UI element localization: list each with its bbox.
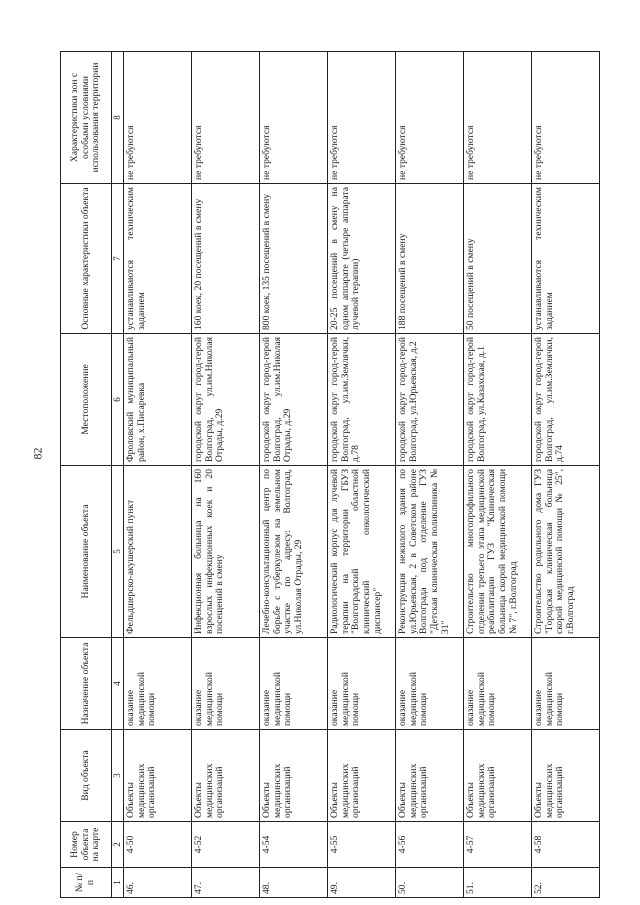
header-row <box>61 52 112 898</box>
rotated-table-wrapper <box>60 52 600 898</box>
header-cell: Местоположение <box>61 334 112 466</box>
header-cell: Характеристики зон с особыми условиями использования территории <box>61 52 112 184</box>
object-purpose: оказание медицинской помощи <box>260 638 328 730</box>
object-location: городской округ город-герой Волгоград, ул.им.Николая Отрады, д.29 <box>260 334 328 466</box>
header-cell: Вид объекта <box>61 730 112 822</box>
zone-characteristics: не требуются <box>328 52 396 184</box>
object-location: городской округ город-герой Волгоград, ул.Казахская, д.1 <box>464 334 532 466</box>
object-purpose: оказание медицинской помощи <box>124 638 192 730</box>
object-location: городской округ город-герой Волгоград, ул.им.Николая Отрады, д.29 <box>192 334 260 466</box>
column-number: 6 <box>112 334 124 466</box>
zone-characteristics: не требуются <box>464 52 532 184</box>
page-number: 82 <box>30 447 45 460</box>
object-purpose: оказание медицинской помощи <box>464 638 532 730</box>
zone-characteristics: не требуются <box>396 52 464 184</box>
object-name: Фельдшерско-акушерский пункт <box>124 466 192 638</box>
row-index: 52. <box>532 868 600 898</box>
object-purpose: оказание медицинской помощи <box>532 638 600 730</box>
column-number: 3 <box>112 730 124 822</box>
object-name: Строительство многопрофильного отделения третьего этапа медицинской реабилитации ГУЗ "Клиническая больница скорой медицинской помощи № 7", г.Волгоград <box>464 466 532 638</box>
zone-characteristics: не требуются <box>260 52 328 184</box>
header-cell: № п/п <box>61 868 112 898</box>
table-row <box>124 52 192 898</box>
object-type: Объекты медицинских организаций <box>192 730 260 822</box>
table-row <box>260 52 328 898</box>
table-row <box>396 52 464 898</box>
header-cell: Номер объекта на карте <box>61 822 112 868</box>
object-type: Объекты медицинских организаций <box>124 730 192 822</box>
zone-characteristics: не требуются <box>124 52 192 184</box>
map-number: 4-56 <box>396 822 464 868</box>
object-type: Объекты медицинских организаций <box>328 730 396 822</box>
row-index: 46. <box>124 868 192 898</box>
object-location: городской округ город-герой Волгоград, ул.им.Землячки, д.78 <box>328 334 396 466</box>
object-type: Объекты медицинских организаций <box>396 730 464 822</box>
table-row <box>532 52 600 898</box>
column-number: 8 <box>112 52 124 184</box>
object-characteristics: устанавливаются техническим заданием <box>124 184 192 334</box>
column-number: 2 <box>112 822 124 868</box>
object-characteristics: устанавливаются техническим заданием <box>532 184 600 334</box>
object-location: городской округ город-герой Волгоград, ул.им.Землячки, д.74 <box>532 334 600 466</box>
map-number: 4-50 <box>124 822 192 868</box>
object-purpose: оказание медицинской помощи <box>192 638 260 730</box>
column-number: 1 <box>112 868 124 898</box>
column-number-row <box>112 52 124 898</box>
object-type: Объекты медицинских организаций <box>532 730 600 822</box>
zone-characteristics: не требуются <box>192 52 260 184</box>
map-number: 4-57 <box>464 822 532 868</box>
map-number: 4-54 <box>260 822 328 868</box>
object-name: Лечебно-консультационный центр по борьбе с туберкулезом на земельном участке по адресу: Волгоград, ул.Николая Отрады, 29 <box>260 466 328 638</box>
object-characteristics: 188 посещений в смену <box>396 184 464 334</box>
object-purpose: оказание медицинской помощи <box>396 638 464 730</box>
header-cell: Назначение объекта <box>61 638 112 730</box>
row-index: 51. <box>464 868 532 898</box>
object-name: Радиологический корпус для лучевой терапии на территории ГБУЗ "Волгоградский областной клинический онкологический диспансер" <box>328 466 396 638</box>
header-cell: Наименование объекта <box>61 466 112 638</box>
object-location: Фроловский муниципальный район, х.Писаревка <box>124 334 192 466</box>
object-characteristics: 20-25 посещений в смену на одном аппарате (четыре аппарата лучевой терапии) <box>328 184 396 334</box>
object-name: Строительство родильного дома ГУЗ "Городская клиническая больница скорой медицинской помощи № 25", г.Волгоград <box>532 466 600 638</box>
column-number: 7 <box>112 184 124 334</box>
column-number: 4 <box>112 638 124 730</box>
object-name: Реконструкция нежилого здания по ул.Юрьевская, 2 в Советском районе Волгограда под отделение ГУЗ "Детская клиническая поликлиника № 31" <box>396 466 464 638</box>
object-type: Объекты медицинских организаций <box>260 730 328 822</box>
header-cell: Основные характеристики объекта <box>61 184 112 334</box>
row-index: 48. <box>260 868 328 898</box>
table-row <box>192 52 260 898</box>
map-number: 4-55 <box>328 822 396 868</box>
object-purpose: оказание медицинской помощи <box>328 638 396 730</box>
row-index: 50. <box>396 868 464 898</box>
table-row <box>464 52 532 898</box>
object-name: Инфекционная больница на 160 взрослых инфекционных коек и 20 посещений в смену <box>192 466 260 638</box>
object-type: Объекты медицинских организаций <box>464 730 532 822</box>
object-location: городской округ город-герой Волгоград, ул.Юрьевская, д.2 <box>396 334 464 466</box>
zone-characteristics: не требуются <box>532 52 600 184</box>
table-row <box>328 52 396 898</box>
column-number: 5 <box>112 466 124 638</box>
map-number: 4-52 <box>192 822 260 868</box>
object-characteristics: 800 коек, 135 посещений в смену <box>260 184 328 334</box>
map-number: 4-58 <box>532 822 600 868</box>
row-index: 47. <box>192 868 260 898</box>
objects-table <box>60 51 600 898</box>
object-characteristics: 50 посещений в смену <box>464 184 532 334</box>
row-index: 49. <box>328 868 396 898</box>
object-characteristics: 160 коек, 20 посещений в смену <box>192 184 260 334</box>
